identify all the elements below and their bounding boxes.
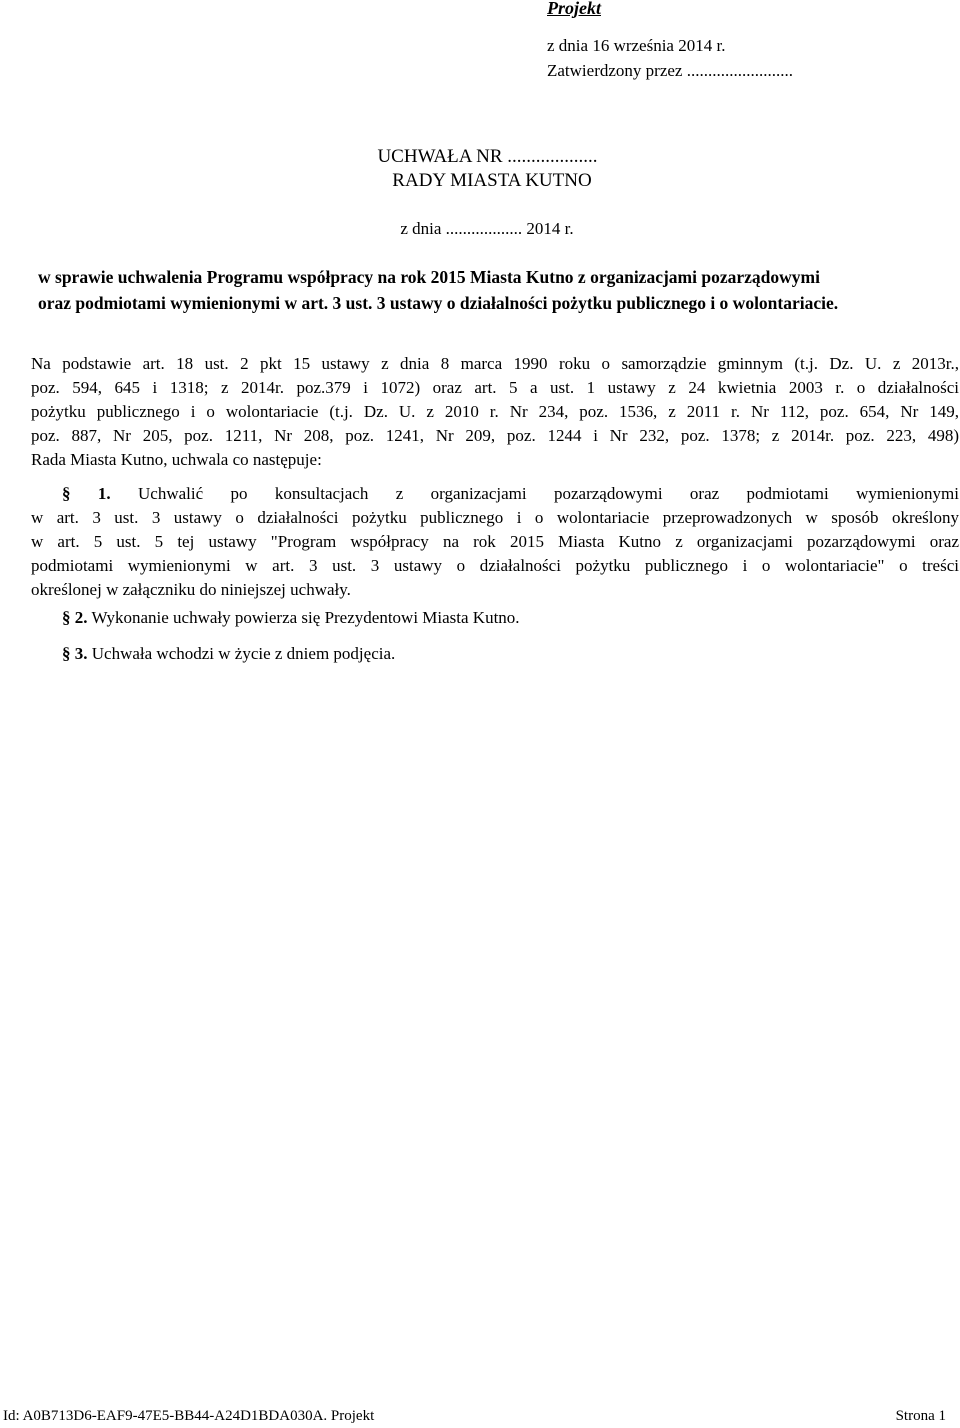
resolution-number: UCHWAŁA NR ................... [377,146,598,167]
section-number: 2. [74,608,88,627]
subject-line-1: w sprawie uchwalenia Programu współpracy na rok 2015 Miasta Kutno z organizacjami pozarządowymi [38,267,820,287]
section-number: 1. [97,484,111,503]
paragraph-sign: § [62,484,71,503]
paragraph-sign: § [62,608,71,627]
section-text: Uchwalić po konsultacjach z organizacjami pozarządowymi oraz podmiotami wymienionymi [138,484,959,503]
section-line: w art. 3 ust. 3 ustawy o działalności pożytku publicznego i o wolontariacie przeprowadzonych w sposób określony [31,508,959,527]
preamble [31,352,959,472]
section-1-first-line [31,482,959,506]
approved-by: Zatwierdzony przez ......................... [547,61,793,80]
section-line: określonej w załączniku do niniejszej uchwały. [31,580,351,599]
footer-page-number: Strona 1 [895,1408,946,1424]
preamble-line: poz. 594, 645 i 1318; z 2014r. poz.379 i 1072) oraz art. 5 a ust. 1 ustawy z 24 kwietnia 2003 r. o działalności [31,378,959,397]
council-name: RADY MIASTA KUTNO [392,170,592,191]
section-line: podmiotami wymienionymi w art. 3 ust. 3 ustawy o działalności pożytku publicznego i o wolontariacie" o treści [31,556,959,575]
section-number: 3. [74,644,88,663]
draft-date: z dnia 16 września 2014 r. [547,36,726,55]
resolution-subject [38,264,938,316]
section-text: Uchwała wchodzi w życie z dniem podjęcia. [91,644,396,663]
preamble-line: poz. 887, Nr 205, poz. 1211, Nr 208, poz. 1241, Nr 209, poz. 1244 i Nr 232, poz. 1378; z 2014r. poz. 223, 498) [31,426,959,445]
footer-document-id: Id: A0B713D6-EAF9-47E5-BB44-A24D1BDA030A. Projekt [3,1408,375,1424]
section-3 [62,644,395,664]
section-1 [31,482,959,602]
section-2 [62,608,520,628]
paragraph-sign: § [62,644,71,663]
preamble-line: Rada Miasta Kutno, uchwala co następuje: [31,450,322,469]
subject-line-2: oraz podmiotami wymienionymi w art. 3 ust. 3 ustawy o działalności pożytku publicznego i o wolontariacie. [38,293,839,313]
section-text: Wykonanie uchwały powierza się Prezydentowi Miasta Kutno. [91,608,520,627]
preamble-line: pożytku publicznego i o wolontariacie (t.j. Dz. U. z 2010 r. Nr 234, poz. 1536, z 2011 r. Nr 112, poz. 654, Nr 149, [31,402,959,421]
projekt-label: Projekt [547,0,601,18]
resolution-date: z dnia .................. 2014 r. [400,219,574,238]
preamble-line: Na podstawie art. 18 ust. 2 pkt 15 ustawy z dnia 8 marca 1990 roku o samorządzie gminnym (t.j. Dz. U. z 2013r., [31,354,959,373]
section-line: w art. 5 ust. 5 tej ustawy "Program współpracy na rok 2015 Miasta Kutno z organizacjami pozarządowymi oraz [31,532,959,551]
